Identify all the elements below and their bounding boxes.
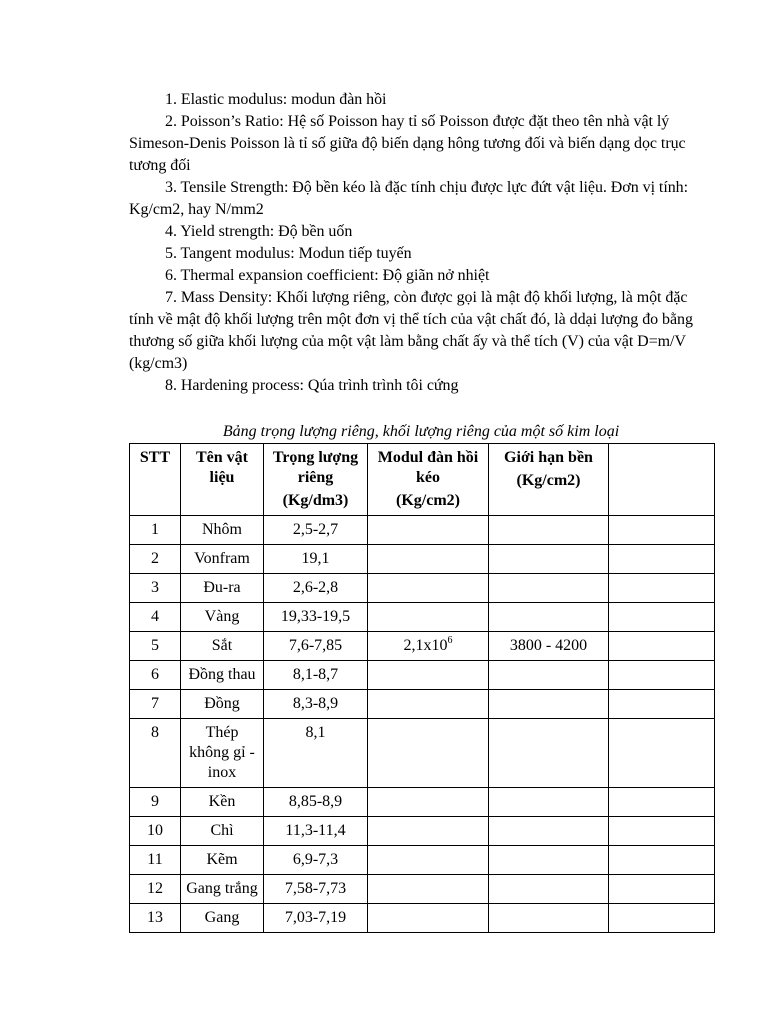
cell-extra bbox=[609, 817, 715, 846]
cell-stt: 9 bbox=[130, 788, 181, 817]
header-density-unit: (Kg/dm3) bbox=[282, 492, 349, 509]
cell-density: 7,6-7,85 bbox=[264, 632, 368, 661]
cell-strength bbox=[489, 904, 609, 933]
document-page bbox=[129, 89, 713, 933]
cell-stt: 6 bbox=[130, 661, 181, 690]
header-material: Tên vật liệu bbox=[181, 444, 264, 516]
header-strength: Giới hạn bền (Kg/cm2) bbox=[489, 444, 609, 516]
header-stt: STT bbox=[130, 444, 181, 516]
cell-extra bbox=[609, 846, 715, 875]
table-row bbox=[130, 719, 715, 788]
paragraph-elastic-modulus: 1. Elastic modulus: modun đàn hồi bbox=[165, 91, 387, 108]
cell-stt: 12 bbox=[130, 875, 181, 904]
cell-strength bbox=[489, 846, 609, 875]
cell-material: Vàng bbox=[181, 603, 264, 632]
cell-stt: 13 bbox=[130, 904, 181, 933]
cell-material: Đu-ra bbox=[181, 574, 264, 603]
table-row bbox=[130, 603, 715, 632]
cell-density: 8,1-8,7 bbox=[264, 661, 368, 690]
cell-modulus bbox=[368, 661, 489, 690]
table-row bbox=[130, 788, 715, 817]
cell-stt: 1 bbox=[130, 516, 181, 545]
cell-material: Kền bbox=[181, 788, 264, 817]
table-row bbox=[130, 545, 715, 574]
cell-material: Nhôm bbox=[181, 516, 264, 545]
cell-material: Đồng thau bbox=[181, 661, 264, 690]
header-modulus-unit: (Kg/cm2) bbox=[396, 492, 460, 509]
cell-material: Gang bbox=[181, 904, 264, 933]
table-header-row bbox=[130, 444, 715, 516]
cell-stt: 10 bbox=[130, 817, 181, 846]
cell-modulus bbox=[368, 545, 489, 574]
cell-stt: 2 bbox=[130, 545, 181, 574]
cell-extra bbox=[609, 904, 715, 933]
cell-strength bbox=[489, 545, 609, 574]
cell-density: 8,85-8,9 bbox=[264, 788, 368, 817]
table-caption: Bảng trọng lượng riêng, khối lượng riêng của một số kim loại bbox=[222, 423, 620, 440]
cell-extra bbox=[609, 516, 715, 545]
cell-strength bbox=[489, 788, 609, 817]
cell-strength bbox=[489, 719, 609, 788]
cell-stt: 8 bbox=[130, 719, 181, 788]
table-row bbox=[130, 574, 715, 603]
cell-modulus bbox=[368, 817, 489, 846]
table-row bbox=[130, 632, 715, 661]
cell-material: Chì bbox=[181, 817, 264, 846]
paragraph-mass-density: 7. Mass Density: Khối lượng riêng, còn được gọi là mật độ khối lượng, là một đặc tính về mật độ khối lượng trên một đơn vị thể tích của vật chất đó, là ddại lượng đo bằng thương số giữa khối lượng của một vật làm bằng chất ấy và thể tích (V) của vật D=m/V (kg/cm3) bbox=[129, 289, 693, 372]
modulus-exponent: 6 bbox=[447, 635, 453, 646]
cell-extra bbox=[609, 603, 715, 632]
paragraph-yield-strength: 4. Yield strength: Độ bền uốn bbox=[165, 223, 353, 240]
cell-density: 2,6-2,8 bbox=[264, 574, 368, 603]
cell-density: 8,3-8,9 bbox=[264, 690, 368, 719]
metal-properties-table bbox=[129, 443, 715, 933]
table-row bbox=[130, 904, 715, 933]
cell-density: 7,03-7,19 bbox=[264, 904, 368, 933]
cell-material: Thép không gỉ - inox bbox=[181, 719, 264, 788]
cell-stt: 4 bbox=[130, 603, 181, 632]
cell-strength bbox=[489, 516, 609, 545]
cell-modulus bbox=[368, 690, 489, 719]
cell-modulus bbox=[368, 875, 489, 904]
header-modulus: Modul đàn hồi kéo (Kg/cm2) bbox=[368, 444, 489, 516]
cell-density: 2,5-2,7 bbox=[264, 516, 368, 545]
cell-material: Gang trắng bbox=[181, 875, 264, 904]
paragraph-tangent-modulus: 5. Tangent modulus: Modun tiếp tuyến bbox=[165, 245, 412, 262]
cell-density: 8,1 bbox=[264, 719, 368, 788]
cell-modulus bbox=[368, 603, 489, 632]
cell-material: Sắt bbox=[181, 632, 264, 661]
cell-material: Đồng bbox=[181, 690, 264, 719]
cell-strength bbox=[489, 875, 609, 904]
cell-stt: 3 bbox=[130, 574, 181, 603]
cell-strength bbox=[489, 661, 609, 690]
cell-modulus bbox=[368, 516, 489, 545]
cell-strength bbox=[489, 603, 609, 632]
cell-extra bbox=[609, 632, 715, 661]
cell-strength bbox=[489, 817, 609, 846]
cell-modulus bbox=[368, 719, 489, 788]
cell-modulus bbox=[368, 788, 489, 817]
paragraph-poisson-ratio: 2. Poisson’s Ratio: Hệ số Poisson hay tỉ số Poisson được đặt theo tên nhà vật lý Simeson-Denis Poisson là tỉ số giữa độ biến dạng hông tương đối và biến dạng dọc trục tương đối bbox=[129, 113, 686, 174]
table-row bbox=[130, 661, 715, 690]
header-density: Trọng lượng riêng (Kg/dm3) bbox=[264, 444, 368, 516]
modulus-base: 2,1x10 bbox=[403, 637, 448, 654]
header-strength-unit: (Kg/cm2) bbox=[516, 472, 581, 489]
table-body bbox=[130, 516, 715, 933]
cell-strength: 3800 - 4200 bbox=[489, 632, 609, 661]
cell-extra bbox=[609, 719, 715, 788]
header-extra bbox=[609, 444, 715, 516]
cell-extra bbox=[609, 875, 715, 904]
table-row bbox=[130, 846, 715, 875]
cell-density: 19,1 bbox=[264, 545, 368, 574]
cell-strength bbox=[489, 690, 609, 719]
table-row bbox=[130, 875, 715, 904]
table-row bbox=[130, 817, 715, 846]
paragraph-hardening-process: 8. Hardening process: Qúa trình trình tôi cứng bbox=[165, 377, 459, 394]
cell-extra bbox=[609, 574, 715, 603]
cell-strength bbox=[489, 574, 609, 603]
cell-density: 6,9-7,3 bbox=[264, 846, 368, 875]
cell-material: Kẽm bbox=[181, 846, 264, 875]
cell-modulus bbox=[368, 574, 489, 603]
cell-modulus bbox=[368, 632, 489, 661]
table-row bbox=[130, 516, 715, 545]
cell-modulus bbox=[368, 904, 489, 933]
cell-extra bbox=[609, 788, 715, 817]
cell-modulus bbox=[368, 846, 489, 875]
cell-density: 11,3-11,4 bbox=[264, 817, 368, 846]
table-row bbox=[130, 690, 715, 719]
cell-stt: 11 bbox=[130, 846, 181, 875]
cell-stt: 5 bbox=[130, 632, 181, 661]
paragraph-thermal-expansion: 6. Thermal expansion coefficient: Độ giãn nở nhiệt bbox=[165, 267, 490, 284]
cell-extra bbox=[609, 690, 715, 719]
cell-extra bbox=[609, 661, 715, 690]
paragraph-tensile-strength: 3. Tensile Strength: Độ bền kéo là đặc tính chịu được lực đứt vật liệu. Đơn vị tính: Kg/cm2, hay N/mm2 bbox=[129, 179, 689, 218]
cell-stt: 7 bbox=[130, 690, 181, 719]
cell-density: 19,33-19,5 bbox=[264, 603, 368, 632]
cell-density: 7,58-7,73 bbox=[264, 875, 368, 904]
cell-material: Vonfram bbox=[181, 545, 264, 574]
cell-extra bbox=[609, 545, 715, 574]
